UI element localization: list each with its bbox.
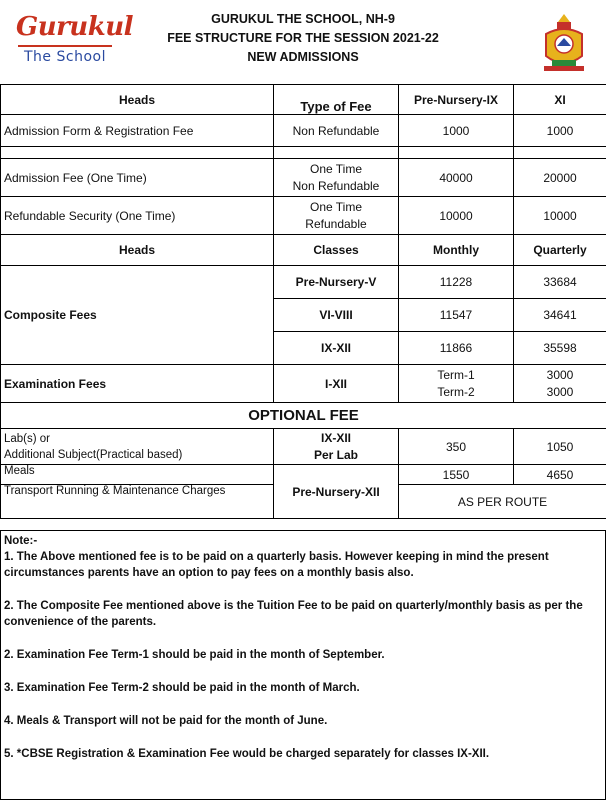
header-classes: Classes: [274, 235, 399, 266]
row-monthly: 11866: [399, 332, 514, 365]
note-item: 1. The Above mentioned fee is to be paid on a quarterly basis. However keeping in mind the present circumstances parents have an option to pay fees on a monthly basis also.: [4, 551, 549, 579]
header-xi: XI: [514, 85, 606, 115]
spacer-row: [1, 147, 606, 159]
row-type-line1: One Time: [309, 199, 363, 214]
school-name: GURUKUL THE SCHOOL, NH-9: [211, 12, 395, 26]
table-row: [1, 115, 606, 147]
row-term-amounts: [514, 365, 606, 403]
document-header: [0, 0, 606, 84]
table-header-row: [1, 235, 606, 266]
composite-fees-label: Composite Fees: [1, 266, 274, 365]
fee-structure-title: FEE STRUCTURE FOR THE SESSION 2021-22: [167, 31, 439, 45]
examination-fees-label: Examination Fees: [1, 365, 274, 403]
fee-table: [0, 84, 606, 519]
lab-class-line2: Per Lab: [313, 447, 358, 462]
row-pre-nursery-value: 40000: [399, 159, 514, 197]
row-xi-value: 20000: [514, 159, 606, 197]
row-head: Refundable Security (One Time): [1, 197, 274, 235]
lab-head: [1, 429, 274, 465]
header-quarterly: Quarterly: [514, 235, 606, 266]
notes-section: [0, 530, 606, 800]
header-type-of-fee: Type of Fee: [274, 85, 399, 115]
term-1-amount: 3000: [546, 367, 574, 382]
row-class: VI-VIII: [274, 299, 399, 332]
row-terms: [399, 365, 514, 403]
note-item: 3. Examination Fee Term-2 should be paid in the month of March.: [4, 682, 360, 694]
table-row: [1, 197, 606, 235]
table-row: [1, 266, 606, 299]
table-row: [1, 429, 606, 465]
row-quarterly: 34641: [514, 299, 606, 332]
row-monthly: 11228: [399, 266, 514, 299]
notes-title: Note:-: [4, 535, 38, 547]
row-head: Admission Fee (One Time): [1, 159, 274, 197]
lab-head-line1: Lab(s) or: [4, 432, 51, 445]
row-head: Admission Form & Registration Fee: [1, 115, 274, 147]
term-1-label: Term-1: [437, 367, 475, 382]
optional-fee-title: OPTIONAL FEE: [1, 403, 606, 429]
row-type: Non Refundable: [274, 115, 399, 147]
table-header-row: [1, 85, 606, 115]
row-xi-value: 10000: [514, 197, 606, 235]
document-titles: [130, 10, 476, 67]
note-item: 5. *CBSE Registration & Examination Fee would be charged separately for classes IX-XII.: [4, 748, 490, 760]
header-heads: Heads: [1, 85, 274, 115]
row-type-line2: Refundable: [305, 216, 367, 231]
row-quarterly: 33684: [514, 266, 606, 299]
lab-quarterly: 1050: [514, 429, 606, 465]
row-monthly: 11547: [399, 299, 514, 332]
lab-monthly: 350: [399, 429, 514, 465]
lab-head-line2: Additional Subject(Practical based): [4, 448, 183, 461]
header-pre-nursery-ix: Pre-Nursery-IX: [399, 85, 514, 115]
row-class: IX-XII: [274, 332, 399, 365]
transport-head: Transport Running & Maintenance Charges: [1, 485, 274, 519]
table-row: [1, 465, 606, 485]
row-class: I-XII: [274, 365, 399, 403]
row-pre-nursery-value: 1000: [399, 115, 514, 147]
school-logo: [16, 12, 134, 72]
meals-transport-class: Pre-Nursery-XII: [274, 465, 399, 519]
table-row: [1, 159, 606, 197]
row-class: Pre-Nursery-V: [274, 266, 399, 299]
note-item: 4. Meals & Transport will not be paid for the month of June.: [4, 715, 328, 727]
header-heads: Heads: [1, 235, 274, 266]
meals-head: Meals: [1, 465, 274, 485]
lab-class: [274, 429, 399, 465]
header-monthly: Monthly: [399, 235, 514, 266]
logo-subtitle: The School: [24, 49, 106, 65]
lab-class-line1: IX-XII: [320, 430, 351, 445]
note-item: 2. The Composite Fee mentioned above is the Tuition Fee to be paid on quarterly/monthly basis as per the convenience of the parents.: [4, 600, 583, 628]
school-emblem-icon: [540, 12, 588, 74]
table-row: [1, 365, 606, 403]
row-pre-nursery-value: 10000: [399, 197, 514, 235]
meals-quarterly: 4650: [514, 465, 606, 485]
row-type: [274, 197, 399, 235]
admission-type: NEW ADMISSIONS: [247, 50, 359, 64]
logo-script-text: Gurukul: [16, 12, 134, 42]
row-type-line1: One Time: [309, 161, 363, 176]
optional-fee-header-row: [1, 403, 606, 429]
row-xi-value: 1000: [514, 115, 606, 147]
transport-value: AS PER ROUTE: [399, 485, 606, 519]
logo-underline: [18, 45, 112, 47]
row-type-line2: Non Refundable: [292, 178, 380, 193]
meals-monthly: 1550: [399, 465, 514, 485]
term-2-label: Term-2: [437, 384, 475, 399]
term-2-amount: 3000: [546, 384, 574, 399]
row-type: [274, 159, 399, 197]
row-quarterly: 35598: [514, 332, 606, 365]
note-item: 2. Examination Fee Term-1 should be paid in the month of September.: [4, 649, 385, 661]
